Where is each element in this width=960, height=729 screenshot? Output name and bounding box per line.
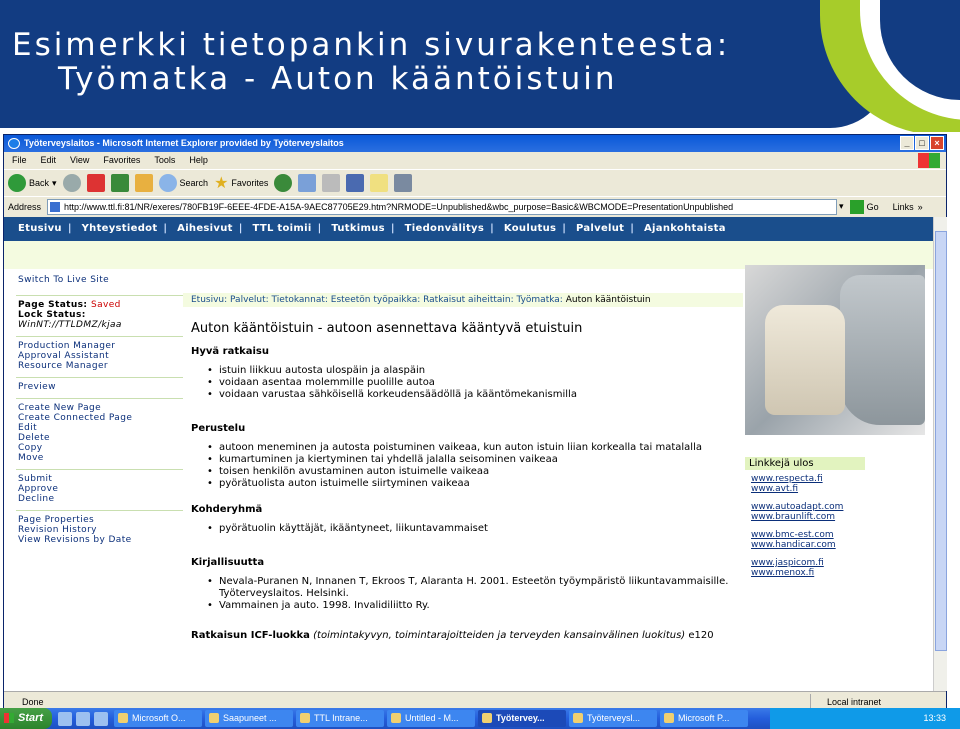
quick-launch <box>58 712 108 726</box>
close-button[interactable]: × <box>930 136 944 150</box>
system-tray <box>770 708 960 729</box>
slide-title-line1: Esimerkki tietopankin sivurakenteesta: <box>12 27 731 63</box>
decline-link[interactable]: Decline <box>18 494 55 504</box>
go-arrow-icon <box>850 200 864 214</box>
slide-title-line2: Työmatka - Auton kääntöistuin <box>58 61 618 97</box>
star-icon: ★ <box>214 175 229 192</box>
icf-class <box>191 630 743 642</box>
lock-status-value: WinNT://TTLDMZ/kjaa <box>18 320 122 330</box>
page-properties-link[interactable]: Page Properties <box>18 515 95 525</box>
site-nav-yhteystiedot[interactable]: Yhteystiedot <box>81 223 158 234</box>
link-handicar[interactable]: www.handicar.com <box>751 540 836 550</box>
page-title: Auton kääntöistuin - autoon asennettava kääntyvä etuistuin <box>191 321 583 336</box>
list-item: • pyörätuolin käyttäjät, ikääntyneet, liikuntavammaiset <box>219 523 743 535</box>
link-autoadapt[interactable]: www.autoadapt.com <box>751 502 844 512</box>
edit-group <box>16 403 183 470</box>
go-button[interactable] <box>850 200 879 214</box>
scrollbar-thumb[interactable] <box>935 231 947 651</box>
print-icon[interactable] <box>322 174 340 192</box>
list-item: • toisen henkilön avustaminen auton istuimelle vaikeaa <box>219 466 739 478</box>
go-label: Go <box>866 201 879 212</box>
page-status-label: Page Status: <box>18 300 88 310</box>
submit-link[interactable]: Submit <box>18 474 53 484</box>
menu-view[interactable]: View <box>70 155 90 165</box>
section-heading-kohderyhma: Kohderyhmä <box>191 504 263 515</box>
external-links <box>745 457 865 578</box>
chevron-right-icon[interactable]: » <box>917 201 923 212</box>
list-hyva-ratkaisu <box>219 365 743 401</box>
messenger-icon[interactable] <box>394 174 412 192</box>
section-heading-kirjallisuutta: Kirjallisuutta <box>191 557 265 568</box>
link-avt[interactable]: www.avt.fi <box>751 484 799 494</box>
menu-bar <box>4 152 946 169</box>
taskbar-button[interactable]: TTL Intrane... <box>296 710 384 727</box>
status-text: Done <box>22 697 44 707</box>
discuss-icon[interactable] <box>370 174 388 192</box>
address-label: Address <box>8 201 42 212</box>
mail-icon[interactable] <box>298 174 316 192</box>
history-icon[interactable] <box>274 174 292 192</box>
favorites-label: Favorites <box>231 178 269 188</box>
link-jaspicom[interactable]: www.jaspicom.fi <box>751 558 824 568</box>
list-item: • istuin liikkuu autosta ulospäin ja alaspäin <box>219 365 743 377</box>
list-kirjallisuutta <box>219 576 739 612</box>
copy-link[interactable]: Copy <box>18 443 43 453</box>
ie-icon <box>8 138 20 149</box>
clock[interactable]: 13:33 <box>923 713 946 723</box>
properties-group <box>16 515 183 551</box>
outlook-quicklaunch-icon[interactable] <box>76 712 90 726</box>
address-url: http://www.ttl.fi:81/NR/exeres/780FB19F-6EEE-4FDE-A15A-9AEC87705E29.htm?NRMODE=Unpublished&wbc_purpose=Basic&WBCMODE=PresentationUnpublished <box>64 201 734 212</box>
favorites-button[interactable] <box>214 173 268 193</box>
taskbar-button[interactable]: Microsoft P... <box>660 710 748 727</box>
address-bar <box>4 196 946 216</box>
lock-status-label: Lock Status: <box>18 310 86 320</box>
move-link[interactable]: Move <box>18 453 44 463</box>
approval-assistant-link[interactable]: Approval Assistant <box>18 351 109 361</box>
window-controls <box>900 136 944 150</box>
list-item: • voidaan asentaa molemmille puolille autoa <box>219 377 743 389</box>
title-bar <box>4 135 946 152</box>
status-group <box>16 300 183 337</box>
search-button[interactable] <box>159 174 209 192</box>
menu-tools[interactable]: Tools <box>154 155 176 165</box>
taskbar-button[interactable]: Saapuneet ... <box>205 710 293 727</box>
workflow-group <box>16 474 183 511</box>
address-dropdown-icon[interactable]: ▾ <box>839 201 844 211</box>
stop-icon[interactable] <box>87 174 105 192</box>
site-nav-tiedonvalitys[interactable]: Tiedonvälitys <box>404 223 485 234</box>
back-arrow-icon <box>8 174 26 192</box>
ie-quicklaunch-icon[interactable] <box>58 712 72 726</box>
refresh-icon[interactable] <box>111 174 129 192</box>
create-connected-page-link[interactable]: Create Connected Page <box>18 413 133 423</box>
switch-live-link[interactable]: Switch To Live Site <box>18 275 110 285</box>
delete-link[interactable]: Delete <box>18 433 50 443</box>
site-nav-ajankohtaista[interactable]: Ajankohtaista <box>644 223 726 234</box>
site-nav-ttl-toimii[interactable]: TTL toimii <box>252 223 312 234</box>
approve-link[interactable]: Approve <box>18 484 59 494</box>
maximize-button[interactable]: □ <box>915 136 929 150</box>
site-nav-tutkimus[interactable]: Tutkimus <box>331 223 385 234</box>
breadcrumb <box>183 293 743 307</box>
view-revisions-link[interactable]: View Revisions by Date <box>18 535 132 545</box>
list-item: • pyörätuolista auton istuimelle siirtyminen vaikeaa <box>219 478 739 490</box>
site-nav-koulutus[interactable]: Koulutus <box>503 223 557 234</box>
toolbar <box>4 169 946 196</box>
manager-group <box>16 341 183 378</box>
forward-button[interactable] <box>63 174 81 192</box>
page-icon <box>50 202 60 212</box>
breadcrumb-path[interactable]: Etusivu: Palvelut: Tietokannat: Esteetön työpaikka: Ratkaisut aiheittain: Työmatka: <box>191 295 563 305</box>
production-manager-link[interactable]: Production Manager <box>18 341 116 351</box>
search-icon <box>159 174 177 192</box>
list-item: • Vammainen ja auto. 1998. Invalidiliitto Ry. <box>219 600 739 612</box>
site-nav: Etusivu | Yhteystiedot | Aihesivut | TTL toimii | Tutkimus | Tiedonvälitys | Koulutus | Palvelut | Ajankohtaista <box>4 217 933 241</box>
slide-title <box>12 28 730 96</box>
site-nav-aihesivut[interactable]: Aihesivut <box>177 223 233 234</box>
taskbar-button-active[interactable]: Työtervey... <box>478 710 566 727</box>
menu-favorites[interactable]: Favorites <box>103 155 141 165</box>
window-title: Työterveyslaitos - Microsoft Internet Explorer provided by Työterveyslaitos <box>24 138 344 148</box>
main-article <box>183 293 743 691</box>
revision-history-link[interactable]: Revision History <box>18 525 97 535</box>
preview-link[interactable]: Preview <box>18 382 56 392</box>
search-label: Search <box>179 178 209 188</box>
link-menox[interactable]: www.menox.fi <box>751 568 815 578</box>
links-heading: Linkkejä ulos <box>745 457 865 470</box>
link-braunlift[interactable]: www.braunlift.com <box>751 512 836 522</box>
minimize-button[interactable]: _ <box>900 136 914 150</box>
list-item: • voidaan varustaa sähköisellä korkeudensäädöllä ja kääntömekanismilla <box>219 389 743 401</box>
icf-code: e120 <box>688 630 714 641</box>
icf-description: (toimintakyvyn, toimintarajoitteiden ja terveyden kansainvälinen luokitus) <box>313 630 686 641</box>
links-button[interactable]: Links <box>892 201 914 212</box>
list-item: • Nevala-Puranen N, Innanen T, Ekroos T, Alaranta H. 2001. Esteetön työympäristö liikuntavammaisille. Työterveyslaitos. Helsinki. <box>219 576 739 600</box>
desktop-quicklaunch-icon[interactable] <box>94 712 108 726</box>
create-new-page-link[interactable]: Create New Page <box>18 403 102 413</box>
windows-logo-icon <box>918 153 940 168</box>
slide-header <box>0 0 960 132</box>
address-input[interactable] <box>47 199 837 215</box>
menu-file[interactable]: File <box>12 155 27 165</box>
photo-seat <box>765 305 845 415</box>
car-seat-photo <box>745 265 925 435</box>
breadcrumb-current: Auton kääntöistuin <box>565 295 651 305</box>
page-status <box>18 300 183 310</box>
link-respecta[interactable]: www.respecta.fi <box>751 474 823 484</box>
back-button[interactable]: Back ▾ <box>8 174 57 192</box>
taskbar-button[interactable]: Microsoft O... <box>114 710 202 727</box>
browser-window <box>3 134 947 712</box>
home-icon[interactable] <box>135 174 153 192</box>
section-heading-hyva-ratkaisu: Hyvä ratkaisu <box>191 346 269 357</box>
list-kohderyhma <box>219 523 743 535</box>
icf-label: Ratkaisun ICF-luokka <box>191 630 310 641</box>
list-item: • kumartuminen ja kiertyminen tai yhdellä jalalla seisominen vaikeaa <box>219 454 739 466</box>
edit-word-icon[interactable] <box>346 174 364 192</box>
section-heading-perustelu: Perustelu <box>191 423 246 434</box>
site-nav-etusivu[interactable]: Etusivu <box>18 223 62 234</box>
preview-group <box>16 382 183 399</box>
page-status-value: Saved <box>90 300 121 310</box>
page-content <box>4 217 933 691</box>
resource-manager-link[interactable]: Resource Manager <box>18 361 108 371</box>
list-perustelu <box>219 442 739 490</box>
start-button[interactable]: Start <box>0 708 52 729</box>
menu-help[interactable]: Help <box>189 155 208 165</box>
security-zone: Local intranet <box>810 694 881 710</box>
vertical-scrollbar[interactable] <box>933 217 947 691</box>
edit-link[interactable]: Edit <box>18 423 38 433</box>
link-bmc-est[interactable]: www.bmc-est.com <box>751 530 834 540</box>
back-label: Back <box>29 178 50 188</box>
taskbar-button[interactable]: Työterveysl... <box>569 710 657 727</box>
list-item: • autoon meneminen ja autosta poistuminen vaikeaa, kun auton istuin liian korkealla tai matalalla <box>219 442 739 454</box>
site-nav-palvelut[interactable]: Palvelut <box>576 223 625 234</box>
cms-sidebar <box>16 269 183 691</box>
menu-edit[interactable]: Edit <box>40 155 57 165</box>
photo-car-door <box>840 275 925 425</box>
taskbar <box>0 708 960 729</box>
taskbar-button[interactable]: Untitled - M... <box>387 710 475 727</box>
